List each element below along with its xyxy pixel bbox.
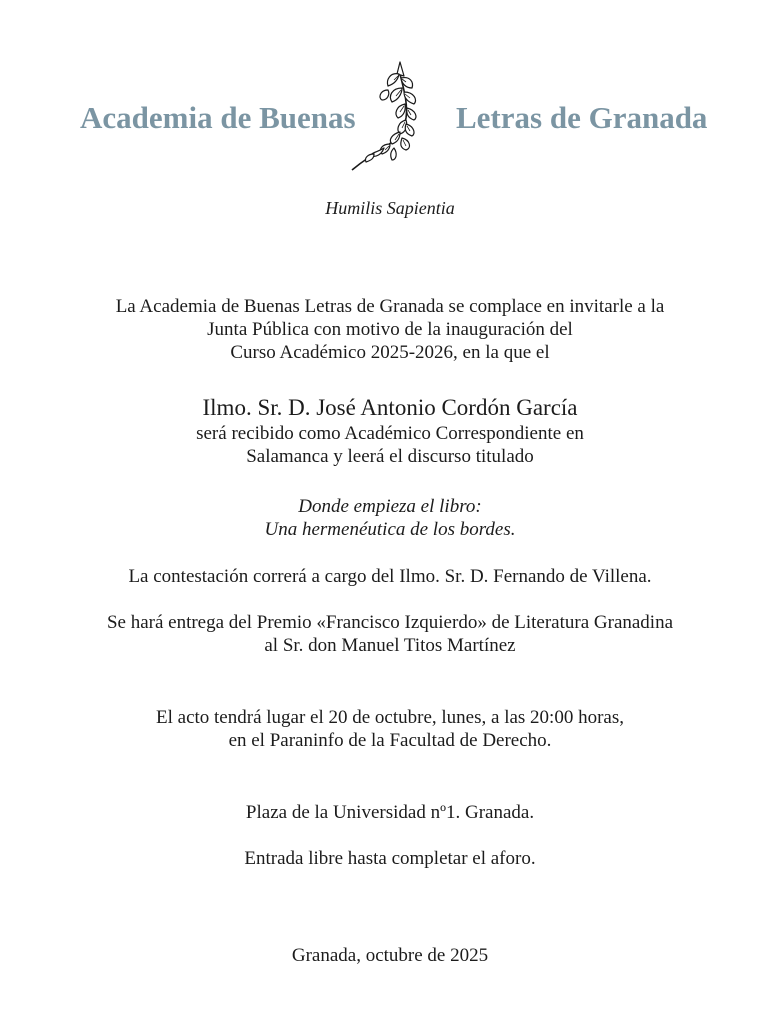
address: Plaza de la Universidad nº1. Granada. (245, 802, 535, 823)
invitation-line: Junta Pública con motivo de la inauguración del (207, 319, 573, 340)
award-line: al Sr. don Manuel Titos Martínez (264, 635, 516, 656)
invitation-line: La Academia de Buenas Letras de Granada se complace en invitarle a la (115, 296, 665, 317)
honoree-line: Salamanca y leerá el discurso titulado (246, 446, 534, 467)
admission-note: Entrada libre hasta completar el aforo. (244, 848, 536, 869)
event-line: en el Paraninfo de la Facultad de Derecho. (228, 730, 552, 751)
letterhead-left-text: Academia de Buenas (80, 100, 356, 135)
place-date-footer: Granada, octubre de 2025 (291, 945, 489, 966)
award-line: Se hará entrega del Premio «Francisco Izquierdo» de Literatura Granadina (106, 612, 674, 633)
motto: Humilis Sapientia (325, 198, 455, 218)
letterhead-right-text: Letras de Granada (456, 100, 708, 135)
honoree-name: Ilmo. Sr. D. José Antonio Cordón García (202, 395, 578, 420)
honoree-line: será recibido como Académico Correspondiente en (196, 423, 584, 444)
laurel-branch-icon (344, 60, 434, 172)
event-line: El acto tendrá lugar el 20 de octubre, lunes, a las 20:00 horas, (156, 707, 624, 728)
letterhead (0, 60, 780, 175)
reply-note: La contestación correrá a cargo del Ilmo. Sr. D. Fernando de Villena. (128, 566, 652, 587)
speech-title-line: Donde empieza el libro: (298, 496, 482, 517)
invitation-line: Curso Académico 2025-2026, en la que el (230, 342, 550, 363)
speech-title-line: Una hermenéutica de los bordes. (264, 519, 516, 540)
